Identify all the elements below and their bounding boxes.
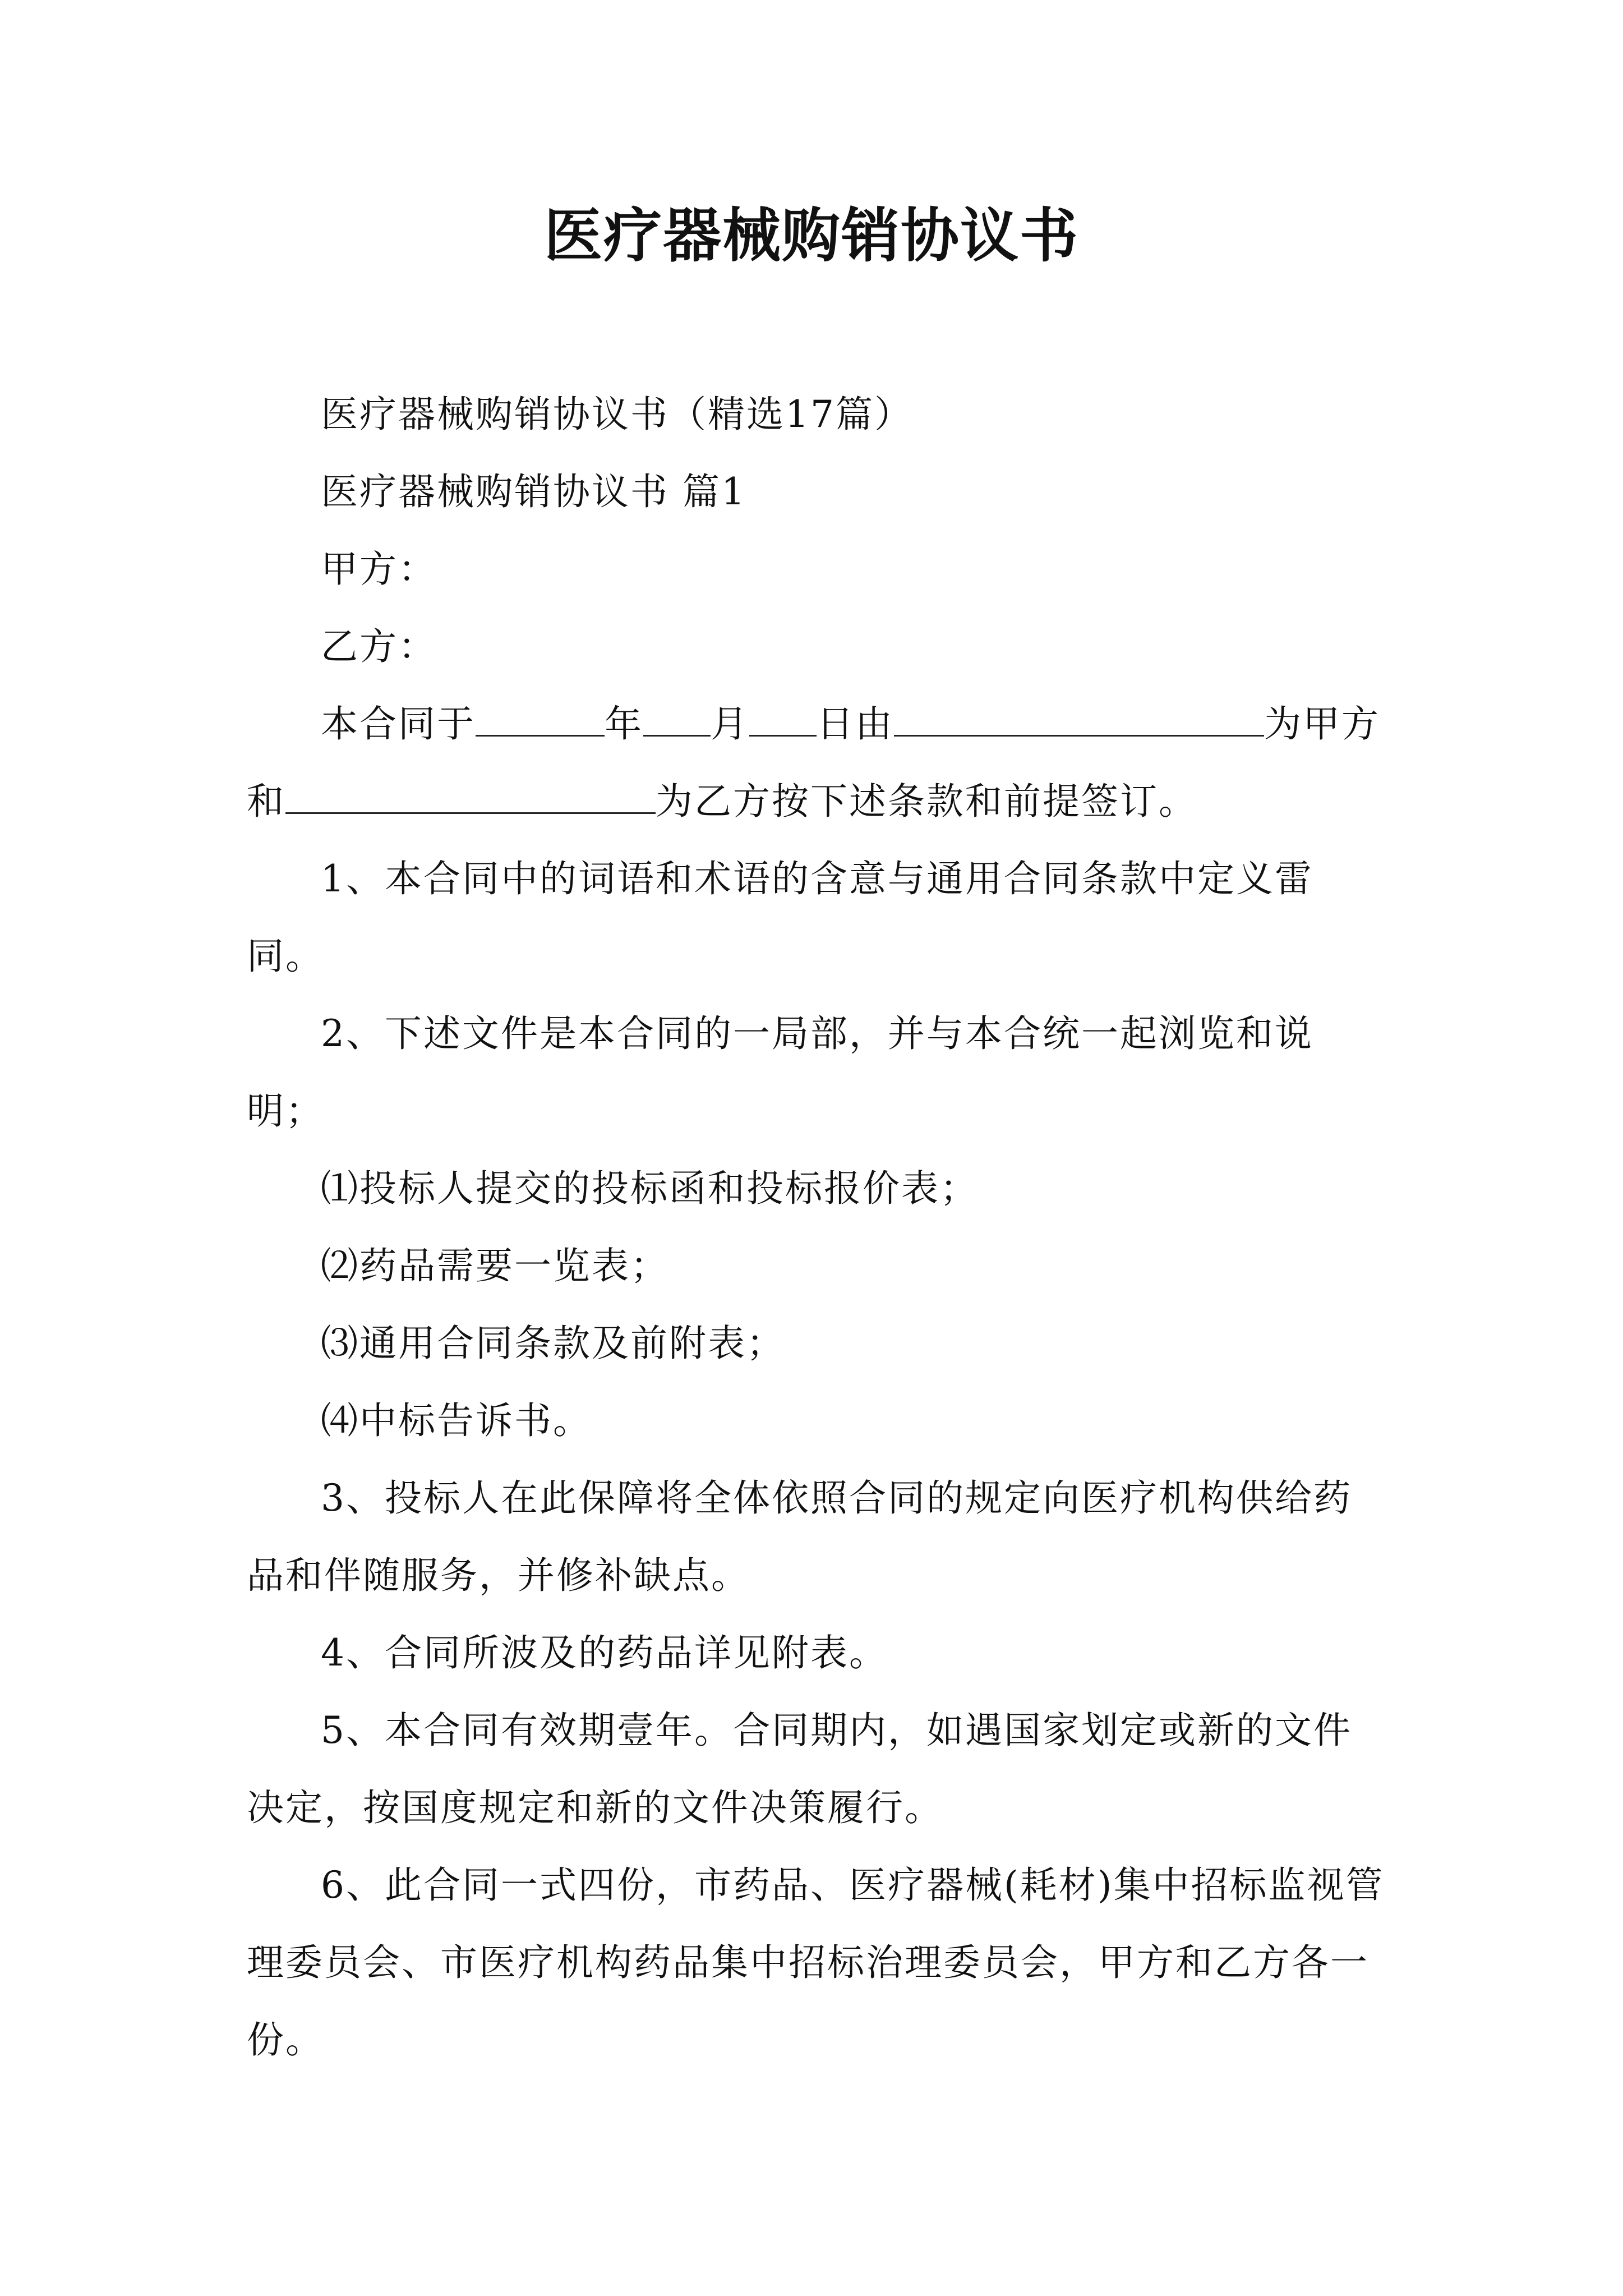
day-blank	[749, 696, 817, 737]
document-body	[247, 376, 1385, 2079]
party-b-name-blank	[285, 773, 656, 814]
clause-2-item-3: ⑶通用合同条款及前附表；	[321, 1322, 785, 1365]
intro-text-2: 年	[605, 702, 643, 746]
clause-6: 6、此合同一式四份，市药品、医疗器械(耗材)集中招标监视管理委员会、市医疗机构药品集中招标治理委员会，甲方和乙方各一份。	[247, 1864, 1385, 2062]
intro-text-6: 为乙方按下述条款和前提签订。	[656, 780, 1197, 823]
clause-2: 2、下述文件是本合同的一局部，并与本合统一起浏览和说明；	[247, 1012, 1313, 1133]
clause-2-item-1: ⑴投标人提交的投标函和投标报价表；	[321, 1167, 979, 1210]
clause-1: 1、本合同中的词语和术语的含意与通用合同条款中定义雷同。	[247, 857, 1313, 978]
document-title: 医疗器械购销协议书	[543, 201, 1079, 270]
clause-4: 4、合同所波及的药品详见附表。	[321, 1631, 888, 1674]
party-a-name-blank	[894, 696, 1264, 737]
party-b-line: 乙方：	[321, 625, 437, 668]
intro-text-3: 月	[711, 702, 749, 746]
intro-text-5: 为甲方和	[247, 702, 1380, 823]
intro-paragraph	[247, 685, 1385, 840]
year-blank	[476, 696, 605, 737]
clause-5: 5、本合同有效期壹年。合同期内，如遇国家划定或新的文件决定，按国度规定和新的文件决策履行。	[247, 1709, 1352, 1829]
intro-text-1: 本合同于	[321, 702, 476, 746]
month-blank	[643, 696, 711, 737]
clause-3: 3、投标人在此保障将全体依照合同的规定向医疗机构供给药品和伴随服务，并修补缺点。	[247, 1476, 1352, 1597]
clause-2-item-2: ⑵药品需要一览表；	[321, 1244, 669, 1287]
intro-text-4: 日由	[817, 702, 894, 746]
section-heading: 医疗器械购销协议书 篇1	[321, 470, 746, 513]
party-a-line: 甲方：	[321, 547, 437, 591]
clause-2-item-4: ⑷中标告诉书。	[321, 1399, 592, 1442]
document-subtitle: 医疗器械购销协议书（精选17篇）	[321, 393, 913, 436]
